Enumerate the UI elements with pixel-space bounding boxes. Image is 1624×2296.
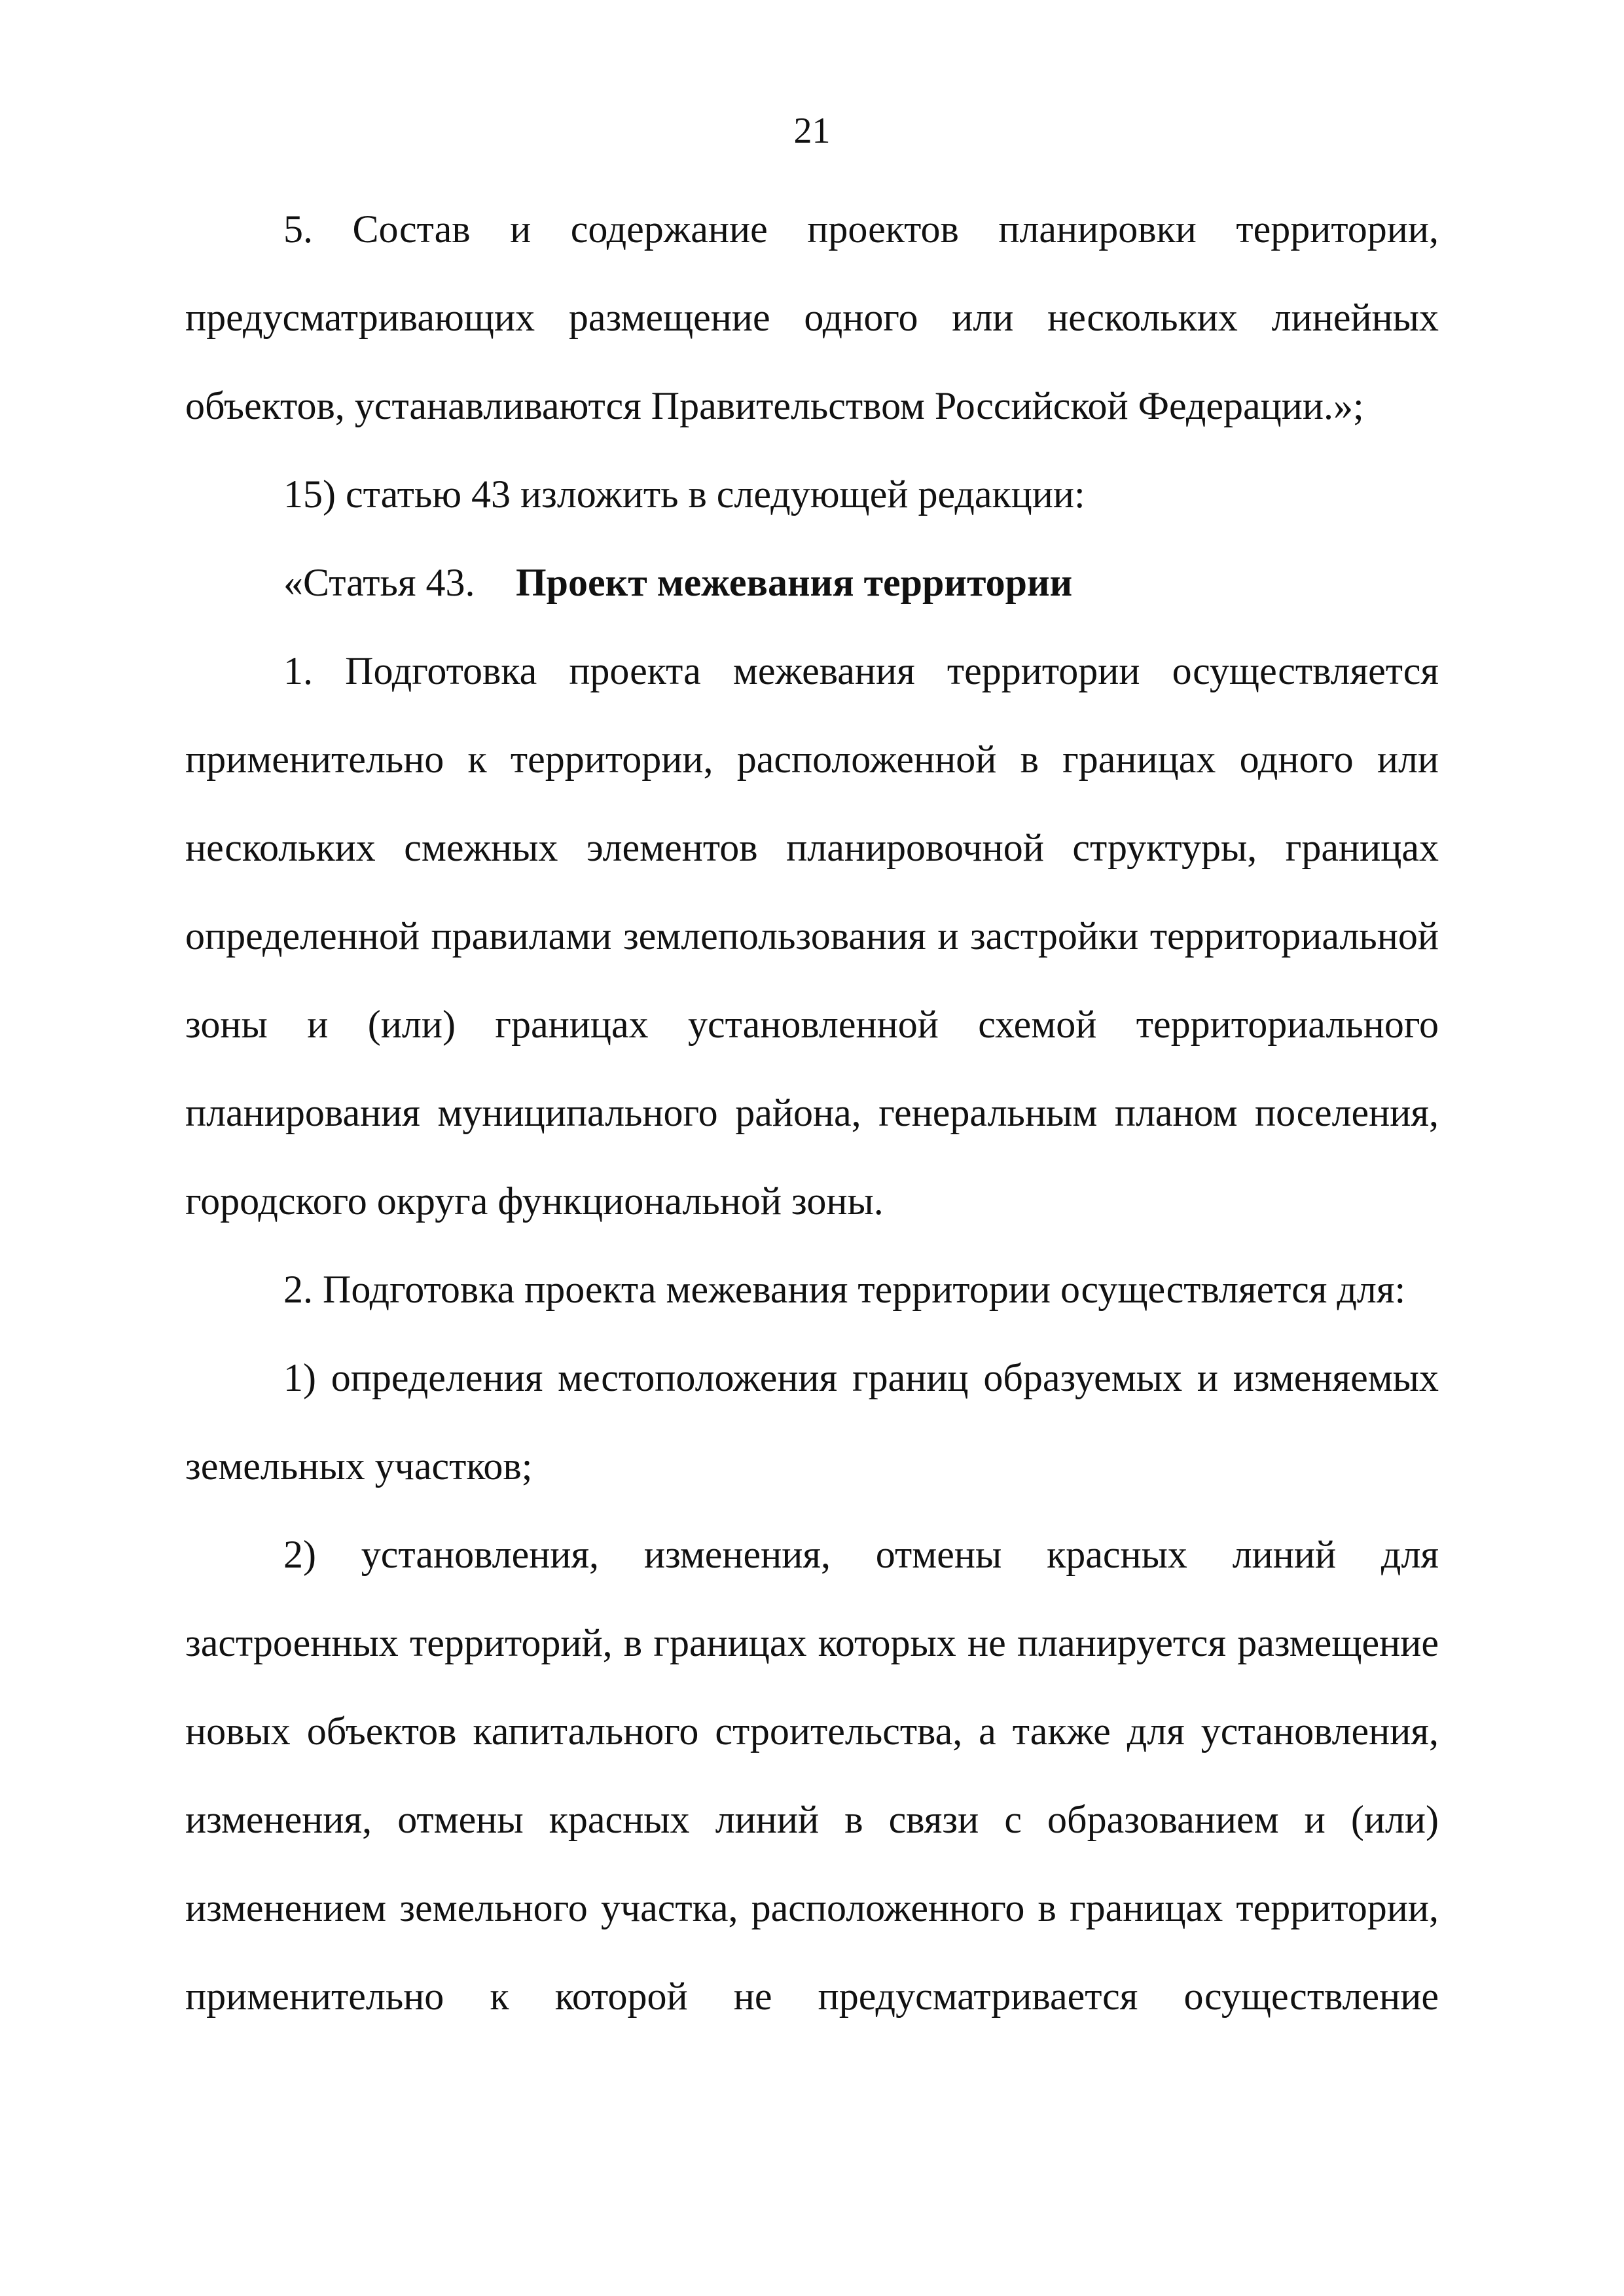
article-number: «Статья 43. (283, 561, 475, 604)
paragraph-2-purpose: 2. Подготовка проекта межевания территории осуществляется для: (283, 1268, 1406, 1311)
page-number: 21 (793, 111, 831, 151)
article-heading (185, 539, 1439, 627)
paragraph-1-preparation: 1. Подготовка проекта межевания территории осуществляется применительно к территории, расположенной в границах одного или нескольких смежных элементов планировочной структуры, границах определенной правилами землепользования и застройки территориальной зоны и (или) границах установленной схемой территориального планирования муниципального района, генеральным планом поселения, городского округа функциональной зоны. (185, 649, 1439, 1223)
list-item-1: 1) определения местоположения границ образуемых и изменяемых земельных участков; (185, 1356, 1439, 1488)
article-title: Проект межевания территории (516, 561, 1073, 604)
paragraph-15-article-43: 15) статью 43 изложить в следующей редакции: (283, 473, 1085, 516)
paragraph-5-composition: 5. Состав и содержание проектов планировки территории, предусматривающих размещение одного или нескольких линейных объектов, устанавливаются Правительством Российской Федерации.»; (185, 207, 1439, 427)
list-item-2: 2) установления, изменения, отмены красных линий для застроенных территорий, в границах которых не планируется размещение новых объектов капитального строительства, а также для установления, изменения, отмены красных линий в связи с образованием и (или) изменением земельного участка, расположенного в границах территории, применительно к которой не предусматривается осуществление (185, 1533, 1439, 2018)
document-body (185, 185, 1439, 2041)
